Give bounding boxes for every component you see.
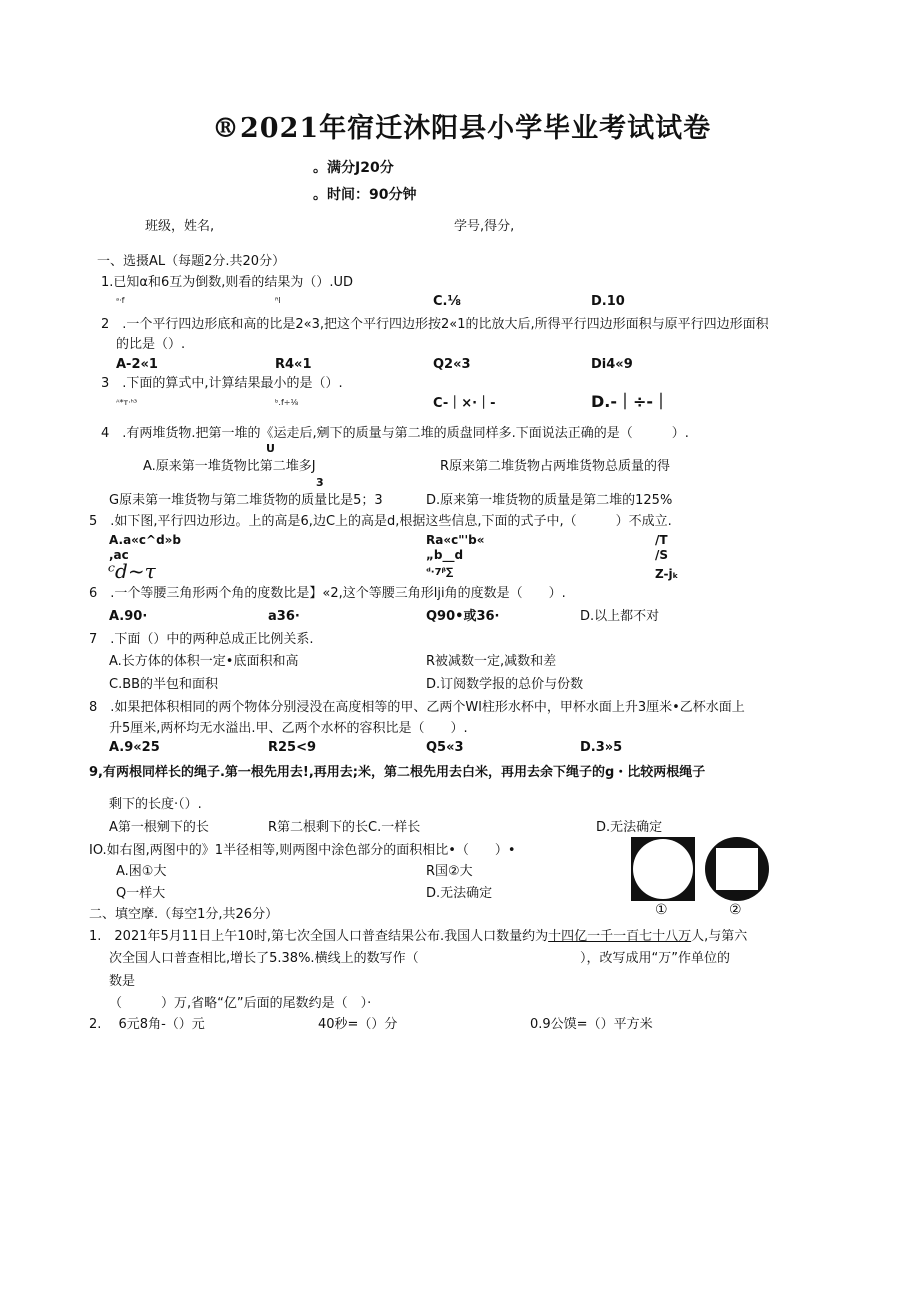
- q6-stem: 6 .一个等腰三角形两个角的度数比是】«2,这个等腰三角形lji角的度数是（ ）.: [89, 586, 566, 601]
- figure-1-label: ①: [655, 902, 668, 918]
- figure-2-label: ②: [729, 902, 742, 918]
- class-name-field: 班级，姓名,: [145, 219, 215, 234]
- q8-option-c: Q5«3: [426, 740, 464, 755]
- q8-stem-line2: 升5厘米,两杯均无水溢出.甲、乙两个水杯的容积比是（ ）.: [109, 721, 468, 736]
- q2-option-c: Q2«3: [433, 357, 471, 372]
- s2-q2-part-a: 2. 6元8角-（）元: [89, 1017, 205, 1032]
- q1-option-c: C.⅛: [433, 294, 461, 309]
- q4-option-b: R原来第二堆货物占两堆货物总质量的得: [440, 459, 671, 474]
- s2-q1-line3: 数是: [109, 974, 136, 989]
- q5-option-a: A.a«c^d»b: [109, 533, 182, 547]
- q6-option-c: Q90•或36·: [426, 609, 500, 624]
- q8-option-a: A.9«25: [109, 740, 160, 755]
- q7-stem: 7 .下面（）中的两种总成正比例关系.: [89, 632, 314, 647]
- s2-q1-line2: 次全国人口普查相比,增长了5.38%.横线上的数写作（: [109, 951, 419, 966]
- q10-option-b: R国②大: [426, 864, 473, 879]
- q9-stem-line2: 剩下的长度·（）.: [109, 797, 202, 812]
- figure-2-circle-with-square: [704, 836, 770, 902]
- section1-heading: 一、选摄AL（每题2分.共20分）: [97, 254, 286, 269]
- q7-option-a: A.长方体的体积一定•底面积和高: [109, 654, 299, 669]
- page-title: ®2021年宿迁沐阳县小学毕业考试试卷: [212, 113, 712, 144]
- q9-option-d: D.无法确定: [596, 820, 663, 835]
- q10-option-d: D.无法确定: [426, 886, 493, 901]
- q10-stem: IO.如右图,两图中的》1半径相等,则两图中涂色部分的面积相比•（ ）•: [89, 843, 516, 858]
- q3-option-b: ᵇ.f÷⅛: [275, 398, 299, 407]
- q3-option-c: C-｜×·｜-: [433, 396, 496, 411]
- q2-stem-line2: 的比是（）.: [116, 337, 186, 352]
- q4-option-c: G原耒第一堆货物与第二堆货物的质量比是5；3: [109, 493, 383, 508]
- q2-stem-line1: 2 .一个平行四边形底和高的比是2«3,把这个平行四边形按2«1的比放大后,所得平行四边形面积与原平行四边形面积: [101, 317, 769, 332]
- q4-option-a: A.原来第一堆货物比第二堆多J: [143, 459, 316, 474]
- q4-option-d: D.原来第一堆货物的质量是第二堆的125%: [426, 493, 673, 508]
- q5-option-c-line2: /S: [655, 548, 669, 562]
- s2-q1-line2-end: ），改写成用“万”作单位的: [580, 951, 730, 966]
- section2-heading: 二、填空摩.（每空1分,共26分）: [89, 907, 279, 922]
- s2-q1-line4: （ ）万,省略“亿”后面的尾数约是（ ）·: [109, 996, 372, 1011]
- q1-stem: 1.已知α和6互为倒数,则看的结果为（）.UD: [101, 275, 354, 290]
- s2-q1-line1-post: 人,与第六: [691, 929, 748, 944]
- q8-stem-line1: 8 .如果把体积相同的两个物体分别浸没在高度相等的甲、乙两个Wl柱形水杯中，甲杯水面上升3厘米•乙杯水面上: [89, 700, 745, 715]
- q9-stem-line1: 9,有两根同样长的绳子.第一根先用去!,再用去;米，第二根先用去白米，再用去余下绳子的g・比较两根绳子: [89, 765, 706, 780]
- q3-option-d: D.-｜÷-｜: [591, 392, 670, 411]
- s2-q1-line1: [89, 929, 747, 945]
- q5-option-b-line2: „b__d: [426, 548, 464, 562]
- q4-stem: 4 .有两堆货物.把第一堆的《运走后,剜下的质量与第二堆的质盘同样多.下面说法正确的是（ ）.: [101, 426, 689, 441]
- q5-option-b-line3: ᵈ·7ᵝ∑: [426, 567, 454, 578]
- exam-time: 。时间：90分钟: [313, 187, 417, 203]
- q5-option-a-line3: ᶜd~τ: [108, 559, 156, 583]
- q5-option-c: /T: [655, 533, 668, 547]
- q7-option-b: R被减数一定,减数和差: [426, 654, 557, 669]
- s2-q1-underlined-number: 十四亿一千一百七十八万: [548, 929, 692, 944]
- q1-option-a: ᵃ·f: [116, 296, 125, 305]
- q9-option-a: A第一根剜下的长: [109, 820, 209, 835]
- q3-option-a: ᴬ*т·ʰ³: [116, 398, 138, 407]
- q5-stem: 5 .如下图,平行四边形边。上的高是6,边C上的高是d,根据这些信息,下面的式子中,（ ）不成立.: [89, 514, 672, 529]
- s2-q1-line1-pre: 1. 2021年5月11日上午10时,第七次全国人口普查结果公布.我国人口数量约为: [89, 929, 549, 944]
- q9-option-b: R第二根剩下的长C.一样长: [268, 820, 421, 835]
- full-score: 。满分J20分: [313, 160, 394, 176]
- s2-q2-part-c: 0.9公馍=（）平方米: [530, 1017, 653, 1032]
- q1-option-b: ᴿl: [275, 296, 281, 305]
- q4-option-a-frac-bottom: 3: [316, 476, 324, 489]
- q3-stem: 3 .下面的算式中,计算结果最小的是（）.: [101, 376, 343, 391]
- q2-option-a: A-2«1: [116, 357, 158, 372]
- q10-option-c: Q一样大: [116, 886, 166, 901]
- s2-q2-part-b: 40秒=（）分: [318, 1017, 398, 1032]
- q7-option-c: C.BB的半包和面积: [109, 677, 219, 692]
- q5-option-b: Ra«c"'b«: [426, 533, 485, 547]
- q1-option-d: D.10: [591, 294, 625, 309]
- q8-option-b: R25<9: [268, 740, 317, 755]
- number-score-field: 学号,得分,: [454, 219, 515, 234]
- q6-option-a: A.90·: [109, 609, 148, 624]
- q7-option-d: D.订阅数学报的总价与份数: [426, 677, 584, 692]
- q6-option-b: a36·: [268, 609, 300, 624]
- q8-option-d: D.3»5: [580, 740, 623, 755]
- q2-option-d: Di4«9: [591, 357, 633, 372]
- q5-option-a-line2: ,ac: [109, 548, 129, 562]
- q5-option-c-line3: Z-jₖ: [655, 567, 679, 581]
- q6-option-d: D.以上都不对: [580, 609, 660, 624]
- q4-option-a-frac-top: U: [266, 442, 275, 455]
- q10-option-a: A.困①大: [116, 864, 167, 879]
- figure-1-square-with-circle: [630, 836, 696, 902]
- q2-option-b: R4«1: [275, 357, 312, 372]
